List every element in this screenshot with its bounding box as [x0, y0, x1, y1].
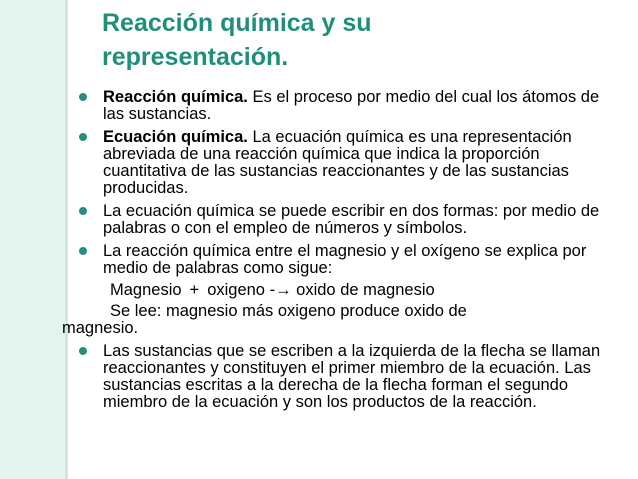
- equation-reactant-1: Magnesio: [110, 281, 182, 299]
- bullet-dot-icon: [79, 133, 87, 141]
- bullet-dot-icon: [79, 347, 87, 355]
- term-ecuacion: Ecuación química.: [103, 128, 248, 146]
- reading-line: [76, 303, 616, 320]
- equation-plus: +: [189, 281, 200, 299]
- title-line-1: Reacción química y su: [102, 9, 372, 37]
- bullet-item-sustancias: [76, 343, 616, 411]
- text-sustancias: Las sustancias que se escriben a la izquierda de la flecha se llaman reaccionantes y constituyen el primer miembro de la ecuación. Las sustancias escritas a la derecha de la flecha forman el segundo miembro de la ecuación y son los productos de la reacción.: [103, 342, 601, 411]
- left-decor-bar: [0, 0, 65, 479]
- bullet-dot-icon: [79, 93, 87, 101]
- slide-title: [102, 6, 582, 74]
- bullet-item-ecuacion: [76, 129, 616, 197]
- bullet-item-magnesio: [76, 243, 616, 277]
- slide-content: [62, 88, 616, 417]
- bullet-item-reaccion: [76, 89, 616, 123]
- reading-text-1: Se lee: magnesio más oxigeno produce oxido de: [110, 302, 467, 320]
- reading-text-2: magnesio.: [62, 319, 139, 337]
- definition-ecuacion: La ecuación química es una representación abreviada de una reacción química que indica la proporción cuantitativa de las sustancias reaccionantes y de las sustancias producidas.: [103, 128, 572, 197]
- term-reaccion: Reacción química.: [103, 88, 248, 106]
- bullet-item-formas: [76, 203, 616, 237]
- definition-reaccion: Es el proceso por medio del cual los átomos de las sustancias.: [103, 88, 600, 123]
- equation-product: oxido de magnesio: [291, 281, 435, 299]
- bullet-dot-icon: [79, 247, 87, 255]
- left-decor-line: [65, 0, 68, 479]
- text-magnesio: La reacción química entre el magnesio y el oxígeno se explica por medio de palabras como sigue:: [103, 242, 587, 277]
- reading-line-2: [62, 320, 616, 337]
- arrow-icon: →: [275, 281, 292, 299]
- equation-reactant-2: oxigeno -: [207, 281, 276, 299]
- bullet-dot-icon: [79, 207, 87, 215]
- equation-line: [76, 282, 616, 299]
- title-line-2: representación.: [102, 43, 289, 71]
- text-formas: La ecuación química se puede escribir en dos formas: por medio de palabras o con el empleo de números y símbolos.: [103, 202, 600, 237]
